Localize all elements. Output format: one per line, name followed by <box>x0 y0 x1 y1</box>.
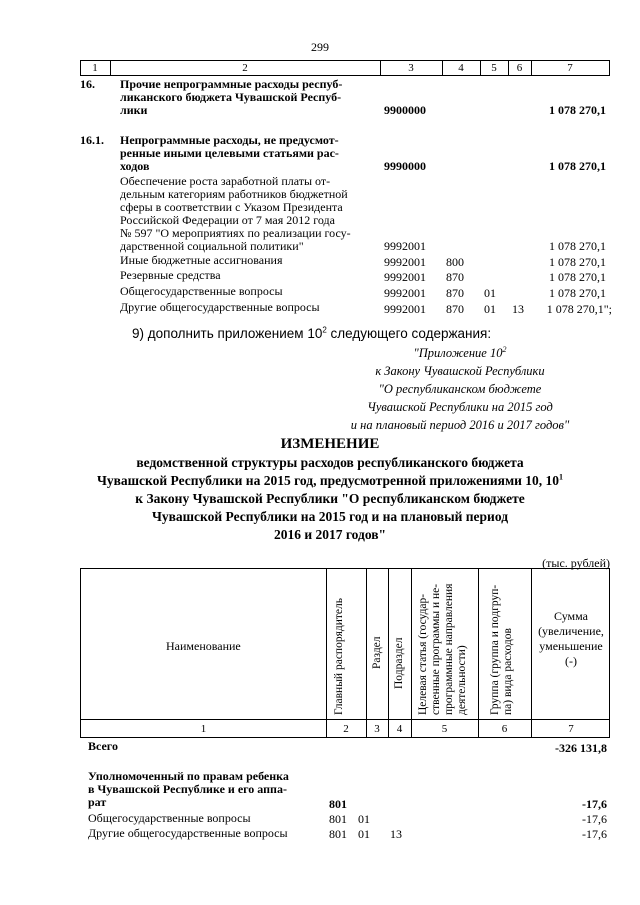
top-col-num-4: 4 <box>458 62 464 74</box>
top-col-num-2: 2 <box>242 62 248 74</box>
row-code: 9992001 <box>384 255 426 269</box>
row-name: Уполномоченный по правам ребенка в Чувашской Республике и его аппа- рат <box>88 769 289 809</box>
document-title: ИЗМЕНЕНИЕ <box>280 436 380 452</box>
header-celevaya: Целевая статья (государ- ственные программы и не- программные направления деятельности) <box>417 583 468 715</box>
row-razdel: 01 <box>358 812 370 826</box>
row-code: 9992001 <box>384 270 426 284</box>
header-podrazdel: Подраздел <box>393 637 405 689</box>
row-sum: -17,6 <box>582 797 607 811</box>
row-name: Другие общегосударственные вопросы <box>120 300 320 314</box>
appendix-heading: "Приложение $10^2$ к Закону Чувашской Республики "О республиканском бюджете Чувашской Республики на 2015 год и на плановый период 2016 и 2017 годов" <box>350 344 570 432</box>
top-col-num-6: 6 <box>516 62 523 74</box>
header-razdel: Раздел <box>371 636 383 669</box>
row-sum: 1 078 270,1 <box>549 159 606 173</box>
row-name: Общегосударственные вопросы <box>88 811 251 825</box>
row-code: 9992001 <box>384 239 426 253</box>
bottom-col-num-7: 7 <box>568 723 574 735</box>
row-razdel: 870 <box>446 302 464 316</box>
row-sum: 1 078 270,1 <box>549 239 606 253</box>
amendment-text: 9) дополнить приложением $10^2$ следующего содержания: <box>132 325 492 341</box>
row-name: Общегосударственные вопросы <box>120 284 283 298</box>
row-name: Иные бюджетные ассигнования <box>120 253 283 267</box>
row-podrazdel: 13 <box>390 827 402 841</box>
row-razdel: 870 <box>446 286 464 300</box>
row-sum: 1 078 270,1 <box>549 103 606 117</box>
total-sum: -326 131,8 <box>555 741 607 755</box>
top-col-num-1: 1 <box>92 62 98 74</box>
total-label: Всего <box>88 739 118 753</box>
bottom-col-num-3: 3 <box>374 723 380 735</box>
row-code: 9990000 <box>384 159 426 173</box>
unit-label: (тыс. рублей) <box>542 556 610 570</box>
row-glavny: 801 <box>329 812 347 826</box>
header-gruppa: Группа (группа и подгруп- па) вида расходов <box>489 584 514 715</box>
row-podrazdel: 01 <box>484 302 496 316</box>
header-name: Наименование <box>166 639 241 653</box>
row-code: 9992001 <box>384 286 426 300</box>
row-vid: 13 <box>512 302 524 316</box>
row-sum: -17,6 <box>582 827 607 841</box>
top-col-num-5: 5 <box>491 62 497 74</box>
row-name: Обеспечение роста заработной платы от- дельным категориям работников бюджетной сферы в соответствии с Указом Президента Российской Федерации от 7 мая 2012 года № 597 "О мероприятиях по реализации госу- дарственной социальной политики" <box>120 174 351 253</box>
bottom-col-num-6: 6 <box>501 723 508 735</box>
row-podrazdel: 01 <box>484 286 496 300</box>
bottom-table-header <box>80 568 610 738</box>
row-sum: 1 078 270,1 <box>549 255 606 269</box>
top-col-num-7: 7 <box>567 62 573 74</box>
row-sum: 1 078 270,1 <box>549 270 606 284</box>
bottom-col-num-1: 1 <box>200 723 207 735</box>
row-code: 9992001 <box>384 302 426 316</box>
row-sum: -17,6 <box>582 812 607 826</box>
row-glavny: 801 <box>329 797 347 811</box>
header-glavny: Главный распорядитель <box>333 598 345 715</box>
row-razdel: 01 <box>358 827 370 841</box>
row-razdel: 800 <box>446 255 464 269</box>
row-sum: 1 078 270,1"; <box>546 302 612 316</box>
header-summa: Сумма (увеличение, уменьшение (-) <box>538 609 604 668</box>
row-name: Другие общегосударственные вопросы <box>88 826 288 840</box>
row-name: Резервные средства <box>120 268 221 282</box>
bottom-col-num-2: 2 <box>343 723 349 735</box>
row-sum: 1 078 270,1 <box>549 286 606 300</box>
document-subtitle: ведомственной структуры расходов республиканского бюджета Чувашской Республики на 2015 год, предусмотренной приложениями 10, $10^1$ к Закону Чувашской Республики "О республиканском бюджете Чувашской Республики на 2015 год и на плановый период 2016 и 2017 годов" <box>96 455 564 542</box>
page-number: 299 <box>311 40 329 54</box>
bottom-col-num-5: 5 <box>441 723 448 735</box>
row-name: Непрограммные расходы, не предусмот- ренные иными целевыми статьями рас- ходов <box>120 133 339 173</box>
top-col-num-3: 3 <box>408 62 414 74</box>
row-glavny: 801 <box>329 827 347 841</box>
row-number: 16. <box>80 77 95 91</box>
row-name: Прочие непрограммные расходы респуб- ликанского бюджета Чувашской Респуб- лики <box>120 77 343 117</box>
row-number: 16.1. <box>80 133 104 147</box>
row-razdel: 870 <box>446 270 464 284</box>
bottom-col-num-4: 4 <box>396 723 403 735</box>
top-table-header <box>80 60 610 76</box>
row-code: 9900000 <box>384 103 426 117</box>
